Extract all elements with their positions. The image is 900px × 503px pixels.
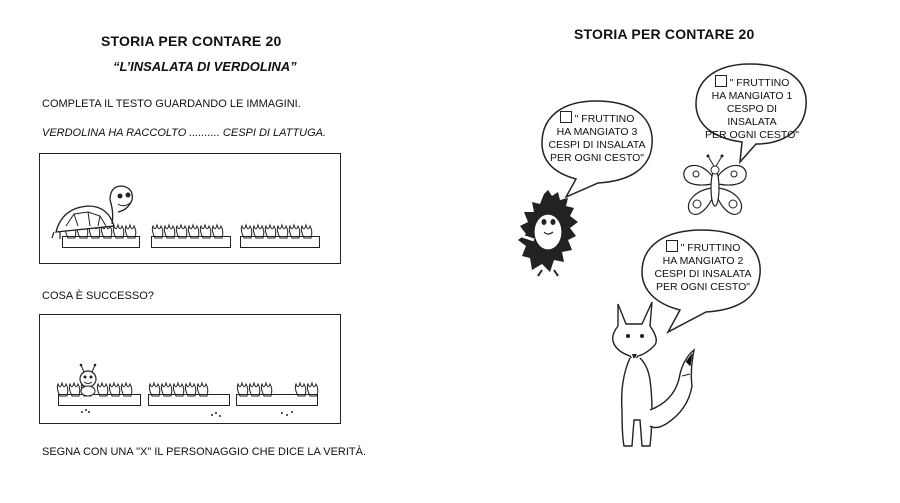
lettuce-head-icon	[261, 383, 271, 396]
lettuce-head-icon	[249, 383, 259, 396]
lettuce-head-icon	[301, 225, 311, 238]
lettuce-head-icon	[253, 225, 263, 238]
lettuce-head-icon	[295, 383, 305, 396]
question-text: COSA È SUCCESSO?	[42, 290, 154, 302]
bubble-line: CESPO DI INSALATA	[726, 103, 778, 128]
lettuce-head-icon	[307, 383, 317, 396]
bubble-text-hedgehog	[547, 111, 647, 165]
bubble-line: HA MANGIATO 2	[662, 255, 744, 267]
lettuce-head-icon	[277, 225, 287, 238]
bubble-line: " FRUTTINO	[574, 113, 635, 125]
story-subtitle: “L’INSALATA DI VERDOLINA”	[113, 59, 297, 74]
panel-before	[39, 153, 341, 264]
lettuce-head-icon	[212, 225, 222, 238]
lettuce-head-icon	[265, 225, 275, 238]
bubble-line: CESPI DI INSALATA	[548, 139, 646, 151]
bubble-text-butterfly	[702, 75, 802, 142]
fill-in-sentence: VERDOLINA HA RACCOLTO .......... CESPI DI LATTUGA.	[42, 127, 327, 139]
instruction-text: COMPLETA IL TESTO GUARDANDO LE IMMAGINI.	[42, 98, 301, 110]
bubble-line: CESPI DI INSALATA	[654, 268, 752, 280]
lettuce-head-icon	[197, 383, 207, 396]
bubble-line: HA MANGIATO 1	[711, 90, 793, 102]
lettuce-head-icon	[185, 383, 195, 396]
checkbox-icon[interactable]	[666, 240, 678, 252]
bubble-line: " FRUTTINO	[729, 77, 790, 89]
lettuce-head-icon	[188, 225, 198, 238]
lettuce-head-icon	[109, 383, 119, 396]
turtle-icon	[48, 182, 138, 252]
lettuce-head-icon	[57, 383, 67, 396]
lettuce-head-icon	[164, 225, 174, 238]
lettuce-head-icon	[161, 383, 171, 396]
lettuce-head-icon	[121, 383, 131, 396]
lettuce-head-icon	[200, 225, 210, 238]
lettuce-head-icon	[176, 225, 186, 238]
lettuce-head-icon	[152, 225, 162, 238]
hedgehog-icon	[514, 190, 584, 280]
lettuce-head-icon	[149, 383, 159, 396]
left-page-title: STORIA PER CONTARE 20	[101, 33, 282, 49]
lettuce-head-icon	[289, 225, 299, 238]
bubble-line: PER OGNI CESTO"	[550, 152, 644, 164]
checkbox-icon[interactable]	[560, 111, 572, 123]
bubble-text-fox	[650, 240, 756, 294]
fox-icon	[596, 300, 706, 450]
bubble-line: HA MANGIATO 3	[556, 126, 638, 138]
final-instruction: SEGNA CON UNA "X" IL PERSONAGGIO CHE DICE LA VERITÀ.	[42, 446, 367, 458]
panel-after	[39, 314, 341, 424]
lettuce-head-icon	[241, 225, 251, 238]
caterpillar-icon	[73, 363, 103, 403]
lettuce-head-icon	[173, 383, 183, 396]
lettuce-head-icon	[237, 383, 247, 396]
butterfly-icon	[680, 154, 750, 220]
right-page-title: STORIA PER CONTARE 20	[574, 26, 755, 42]
bubble-line: PER OGNI CESTO"	[656, 281, 750, 293]
bubble-line: PER OGNI CESTO"	[705, 129, 799, 141]
checkbox-icon[interactable]	[715, 75, 727, 87]
bubble-line: " FRUTTINO	[680, 242, 741, 254]
